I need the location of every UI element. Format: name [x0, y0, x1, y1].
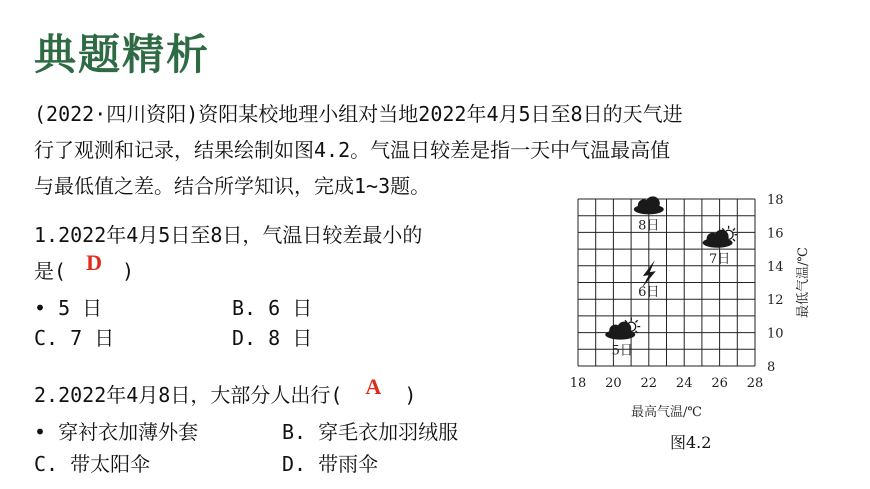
x-tick-label: 24	[675, 376, 693, 391]
x-tick-label: 20	[605, 376, 622, 391]
x-tick-label: 18	[569, 376, 587, 391]
intro-line-1: (2022·四川资阳)资阳某校地理小组对当地2022年4月5日至8日的天气进	[34, 102, 683, 126]
point-label: 6日	[638, 285, 660, 301]
q1-answer: D	[86, 250, 102, 275]
q2-option-b[interactable]: B. 穿毛衣加羽绒服	[282, 420, 459, 444]
x-tick-label: 28	[746, 376, 764, 391]
q2-answer: A	[365, 374, 382, 399]
y-tick-label: 10	[767, 326, 784, 342]
q2-option-d[interactable]: D. 带雨伞	[282, 452, 379, 476]
point-label: 5日	[611, 343, 633, 359]
y-tick-label: 18	[767, 193, 784, 208]
q1-stem-post: )	[122, 259, 135, 283]
y-tick-label: 12	[767, 293, 784, 309]
intro-line-3: 与最低值之差。结合所学知识，完成1~3题。	[34, 174, 431, 198]
page-title: 典题精析	[34, 30, 211, 79]
x-tick-label: 26	[711, 376, 728, 391]
figure-caption: 图4.2	[670, 433, 712, 452]
point-label: 7日	[708, 251, 731, 267]
q1-option-a[interactable]: • 5 日	[34, 296, 103, 320]
q2-option-c[interactable]: C. 带太阳伞	[34, 452, 151, 476]
x-tick-label: 22	[640, 376, 658, 391]
y-tick-label: 16	[767, 226, 784, 242]
y-tick-label: 8	[767, 360, 776, 375]
point-label: 8日	[638, 218, 660, 234]
q1-option-d[interactable]: D. 8 日	[232, 326, 313, 350]
q2-stem	[34, 374, 417, 412]
q1-option-c[interactable]: C. 7 日	[34, 326, 115, 350]
q1-stem-line-2	[34, 250, 135, 288]
q1-stem-pre: 是(	[34, 259, 67, 283]
y-tick-label: 14	[767, 259, 784, 275]
q2-stem-pre: 2.2022年4月8日，大部分人出行(	[34, 383, 343, 407]
y-axis-label: 最低气温/℃	[796, 247, 811, 318]
x-axis-label: 最高气温/℃	[631, 405, 702, 420]
temperature-chart	[560, 185, 860, 435]
q2-option-a[interactable]: • 穿衬衣加薄外套	[34, 420, 199, 444]
q2-stem-post: )	[404, 383, 417, 407]
intro-line-2: 行了观测和记录，结果绘制如图4.2。气温日较差是指一天中气温最高值	[34, 138, 671, 162]
q1-stem-line-1: 1.2022年4月5日至8日，气温日较差最小的	[34, 223, 423, 247]
q1-option-b[interactable]: B. 6 日	[232, 296, 313, 320]
